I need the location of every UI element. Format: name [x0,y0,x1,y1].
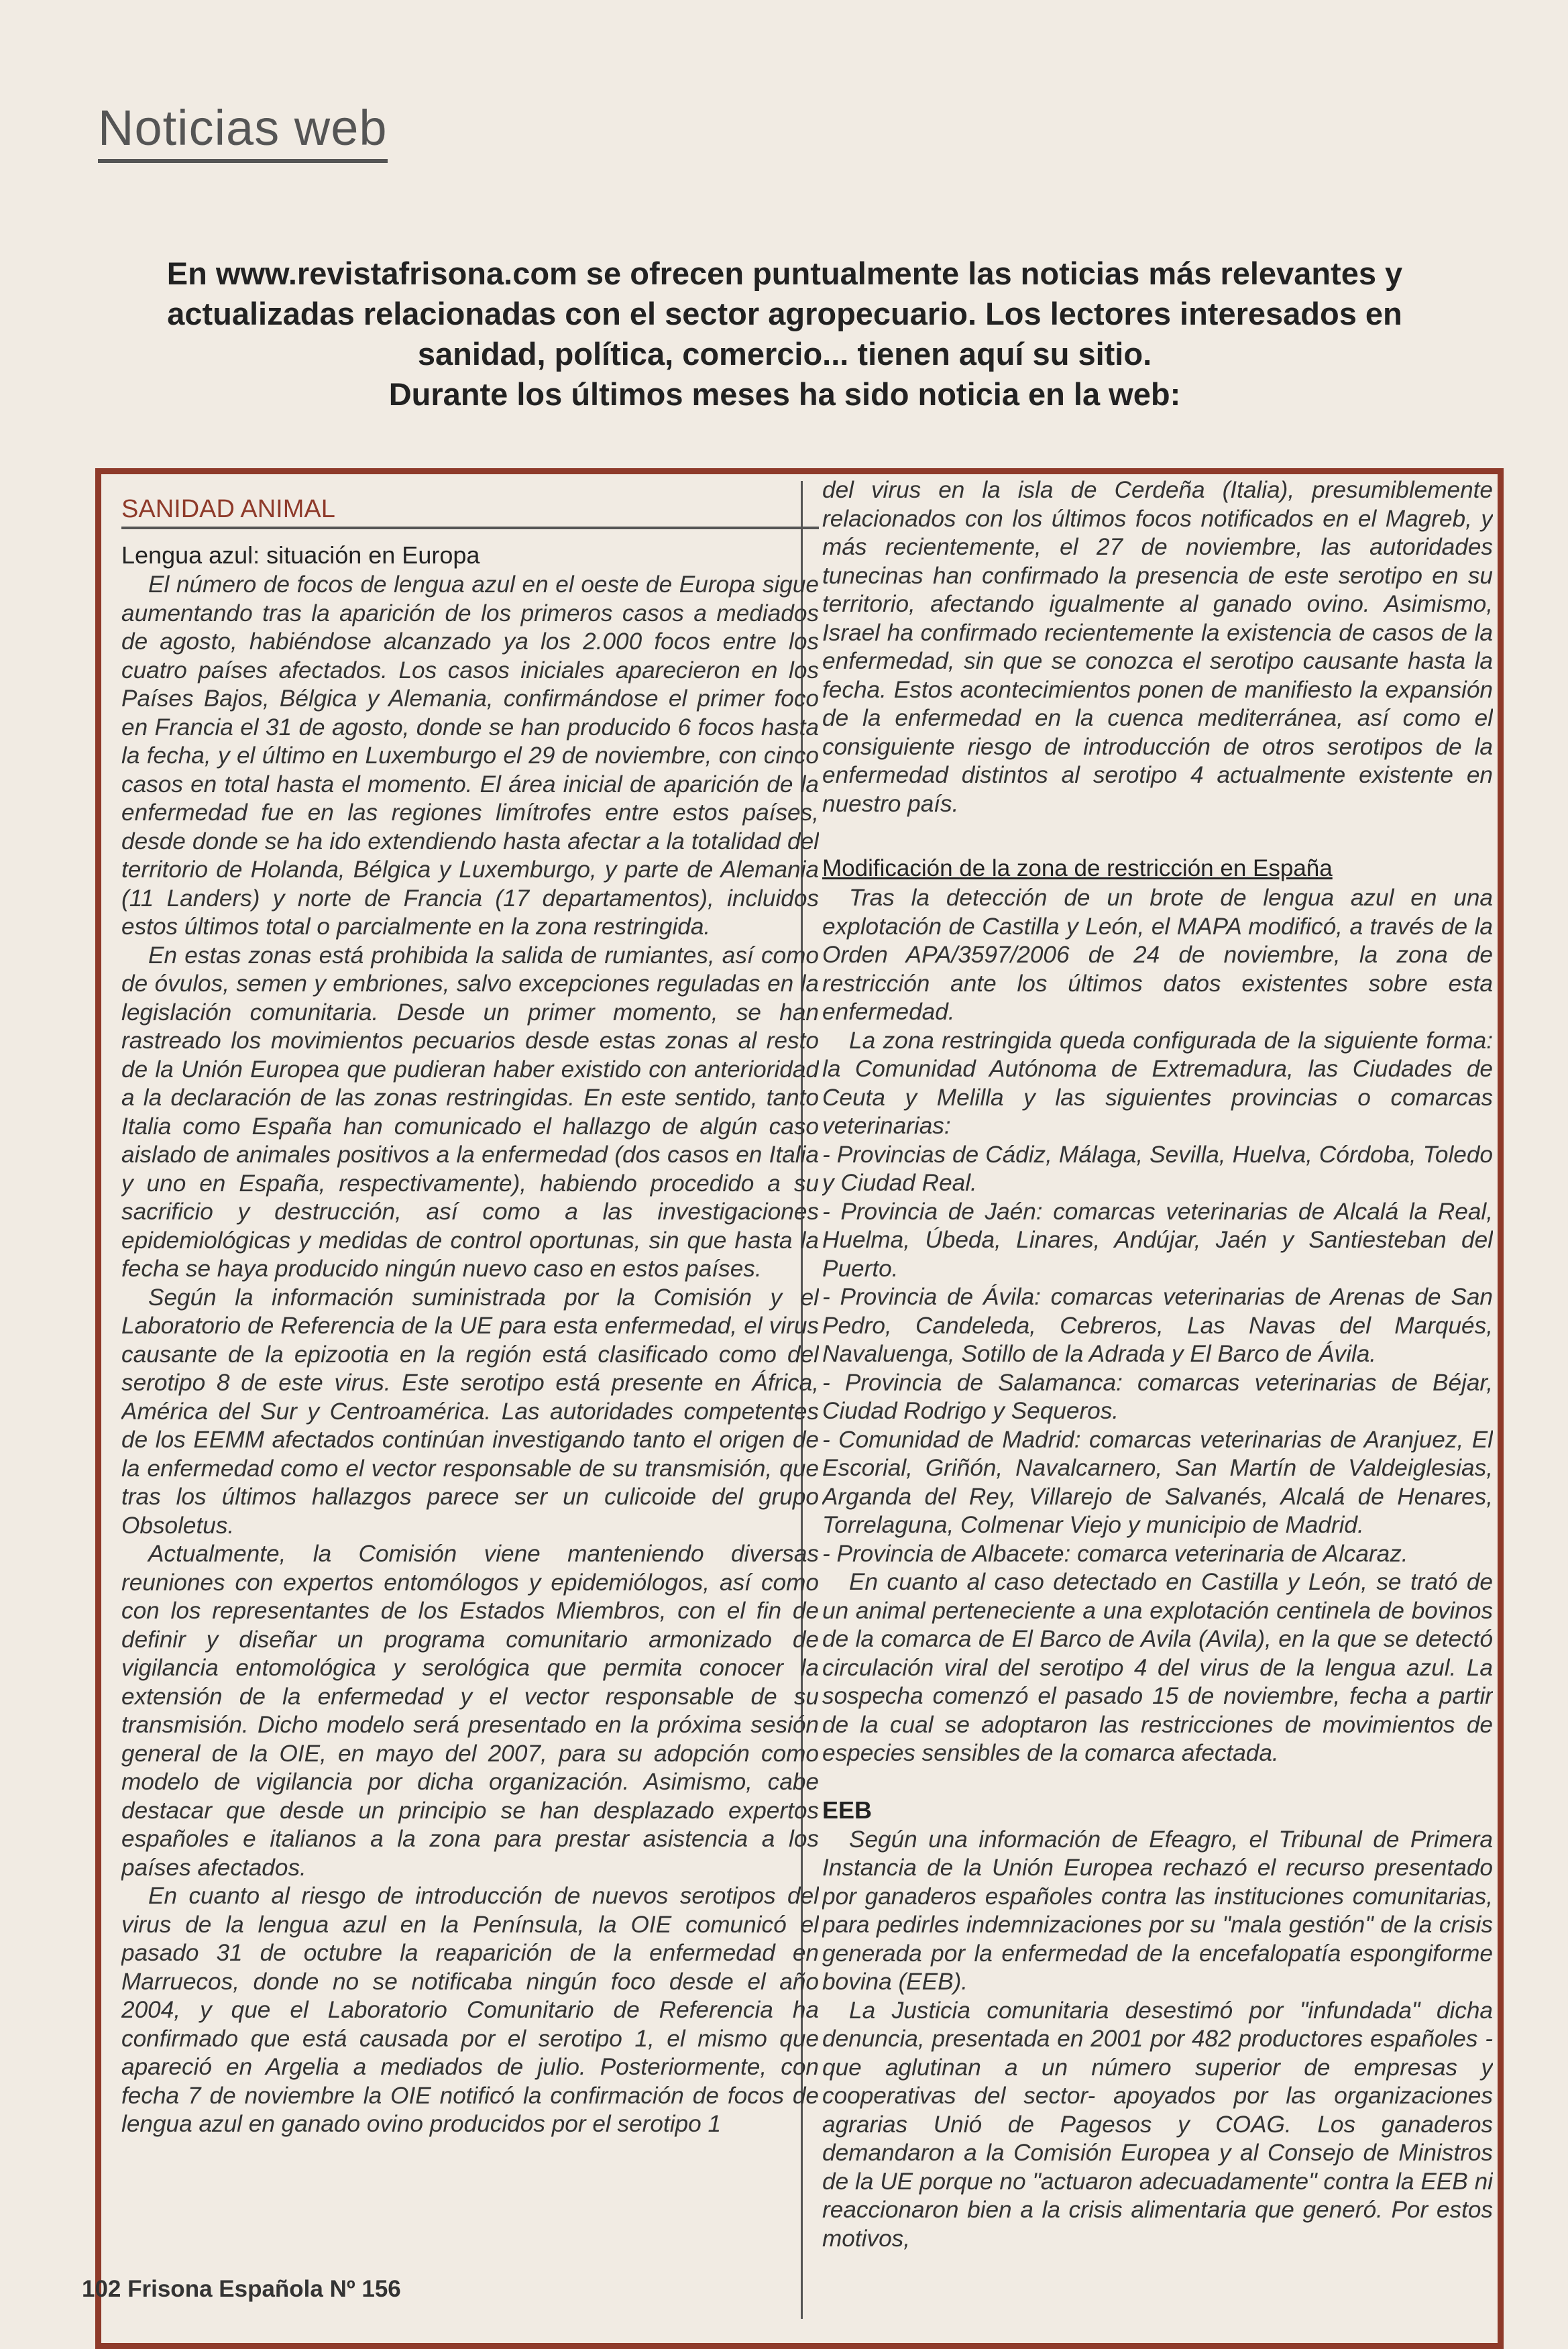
right-paragraph-1: del virus en la isla de Cerdeña (Italia), presumiblemente relacionados con los últimos focos notificados en el Magreb, y más recientemente, el 27 de noviembre, las autoridades tunecinas han confirmado la presencia de este serotipo en su territorio, afectando igualmente al ganado ovino. Asimismo, Israel ha confirmado recientemente la existencia de casos de la enfermedad, sin que se conozca el serotipo causante hasta la fecha. Estos acontecimientos ponen de manifiesto la expansión de la enfermedad en la cuenca mediterránea, así como el consiguiente riesgo de introducción de otros serotipos de la enfermedad distintos al serotipo 4 actualmente existente en nuestro país. [822,477,1493,817]
list-item: - Provincias de Cádiz, Málaga, Sevilla, Huelva, Córdoba, Toledo y Ciudad Real. [822,1141,1493,1196]
list-item: - Comunidad de Madrid: comarcas veterinarias de Aranjuez, El Escorial, Griñón, Navalcarnero, San Martín de Valdeiglesias, Arganda del Rey, Villarejo de Salvanés, Alcalá de Henares, Torrelaguna, Colmenar Viejo y municipio de Madrid. [822,1426,1493,1538]
right-paragraph-3: La zona restringida queda configurada de la siguiente forma: la Comunidad Autónoma de Extremadura, las Ciudades de Ceuta y Melilla y las siguientes provincias o comarcas veterinarias: [822,1027,1493,1139]
subhead-eeb: EEB [822,1796,873,1824]
right-column [822,476,1493,2253]
subhead-lengua-azul: Lengua azul: situación en Europa [121,541,480,569]
intro-block [101,254,1469,415]
intro-line-2: actualizadas relacionadas con el sector agropecuario. Los lectores interesados en [167,296,1402,331]
intro-line-4: Durante los últimos meses ha sido noticia en la web: [388,376,1181,412]
left-paragraph-2: En estas zonas está prohibida la salida de rumiantes, así como de óvulos, semen y embriones, salvo excepciones reguladas en la legislación comunitaria. Desde un primer momento, se han rastreado los movimientos pecuarios desde estas zonas al resto de la Unión Europea que pudieran haber existido con anterioridad a la declaración de las zonas restringidas. En este sentido, tanto Italia como España han comunicado el hallazgo de algún caso aislado de animales positivos a la enfermedad (dos casos en Italia y uno en España, respectivamente), habiendo procedido a su sacrificio y destrucción, así como a las investigaciones epidemiológicas y medidas de control oportunas, sin que hasta la fecha se haya producido ningún nuevo caso en estos países. [121,942,819,1282]
intro-line-3: sanidad, política, comercio... tienen aquí su sitio. [417,336,1152,372]
page-footer: 102 Frisona Española Nº 156 [82,2276,401,2302]
left-column [121,484,819,2139]
left-paragraph-3: Según la información suministrada por la Comisión y el Laboratorio de Referencia de la UE para esta enfermedad, el virus causante de la epizootia en la región está clasificado como del serotipo 8 de este virus. Este serotipo está presente en África, América del Sur y Centroamérica. Las autoridades competentes de los EEMM afectados continúan investigando tanto el origen de la enfermedad como el vector responsable de su transmisión, que tras los últimos hallazgos parece ser un culicoide del grupo Obsoletus. [121,1284,819,1539]
section-title: SANIDAD ANIMAL [121,493,819,529]
list-item: - Provincia de Ávila: comarcas veterinarias de Arenas de San Pedro, Candeleda, Cebreros, Las Navas del Marqués, Navaluenga, Sotillo de la Adrada y El Barco de Ávila. [822,1284,1493,1367]
left-paragraph-1: El número de focos de lengua azul en el oeste de Europa sigue aumentando tras la aparición de los primeros casos a mediados de agosto, habiéndose alcanzado ya los 2.000 focos entre los cuatro países afectados. Los casos iniciales aparecieron en los Países Bajos, Bélgica y Alemania, confirmándose el primer foco en Francia el 31 de agosto, donde se han producido 6 focos hasta la fecha, y el último en Luxemburgo el 29 de noviembre, con cinco casos en total hasta el momento. El área inicial de aparición de la enfermedad fue en las regiones limítrofes entre estos países, desde donde se ha ido extendiendo hasta afectar a la totalidad del territorio de Holanda, Bélgica y Luxemburgo, y parte de Alemania (11 Landers) y norte de Francia (17 departamentos), incluidos estos últimos total o parcialmente en la zona restringida. [121,571,819,940]
list-item: - Provincia de Jaén: comarcas veterinarias de Alcalá la Real, Huelma, Úbeda, Linares, Andújar, Jaén y Santiesteban del Puerto. [822,1198,1493,1282]
subhead-modificacion: Modificación de la zona de restricción en España [822,855,1333,881]
intro-line-1: En www.revistafrisona.com se ofrecen puntualmente las noticias más relevantes y [166,256,1403,291]
left-paragraph-5: En cuanto al riesgo de introducción de nuevos serotipos del virus de la lengua azul en la Península, la OIE comunicó el pasado 31 de octubre la reaparición de la enfermedad en Marruecos, donde no se notificaba ningún foco desde el año 2004, y que el Laboratorio Comunitario de Referencia ha confirmado que está causada por el serotipo 1, el mismo que apareció en Argelia a mediados de julio. Posteriormente, con fecha 7 de noviembre la OIE notificó la confirmación de focos de lengua azul en ganado ovino producidos por el serotipo 1 [121,1883,819,2137]
right-paragraph-2: Tras la detección de un brote de lengua azul en una explotación de Castilla y León, el MAPA modificó, a través de la Orden APA/3597/2006 de 24 de noviembre, la zona de restricción ante los últimos datos existentes sobre esta enfermedad. [822,885,1493,1025]
list-item: - Provincia de Salamanca: comarcas veterinarias de Béjar, Ciudad Rodrigo y Sequeros. [822,1369,1493,1424]
right-paragraph-6: La Justicia comunitaria desestimó por "infundada" dicha denuncia, presentada en 2001 por 482 productores españoles -que aglutinan a un número superior de empresas y cooperativas del sector- apoyados por las organizaciones agrarias Unió de Pagesos y COAG. Los ganaderos demandaron a la Comisión Europea y al Consejo de Ministros de la UE porque no "actuaron adecuadamente" contra la EEB ni reaccionaron bien a la crisis alimentaria que generó. Por estos motivos, [822,1997,1493,2252]
page-title: Noticias web [98,99,388,163]
right-paragraph-4: En cuanto al caso detectado en Castilla y León, se trató de un animal perteneciente a una explotación centinela de bovinos de la comarca de El Barco de Avila (Avila), en la que se detectó circulación viral del serotipo 4 del virus de la lengua azul. La sospecha comenzó el pasado 15 de noviembre, fecha a partir de la cual se adoptaron las restricciones de movimientos de especies sensibles de la comarca afectada. [822,1569,1493,1766]
left-paragraph-4: Actualmente, la Comisión viene manteniendo diversas reuniones con expertos entomólogos y epidemiólogos, así como con los representantes de los Estados Miembros, con el fin de definir y diseñar un programa comunitario armonizado de vigilancia entomológica y serológica que permita conocer la extensión de la enfermedad y el vector responsable de su transmisión. Dicho modelo será presentado en la próxima sesión general de la OIE, en mayo del 2007, para su adopción como modelo de vigilancia por dicha organización. Asimismo, cabe destacar que desde un principio se han desplazado expertos españoles e italianos a la zona para prestar asistencia a los países afectados. [121,1541,819,1881]
right-paragraph-5: Según una información de Efeagro, el Tribunal de Primera Instancia de la Unión Europea rechazó el recurso presentado por ganaderos españoles contra las instituciones comunitarias, para pedirles indemnizaciones por su "mala gestión" de la crisis generada por la enfermedad de la encefalopatía espongiforme bovina (EEB). [822,1826,1493,1995]
list-item: - Provincia de Albacete: comarca veterinaria de Alcaraz. [822,1540,1408,1567]
news-box [95,468,1504,2349]
